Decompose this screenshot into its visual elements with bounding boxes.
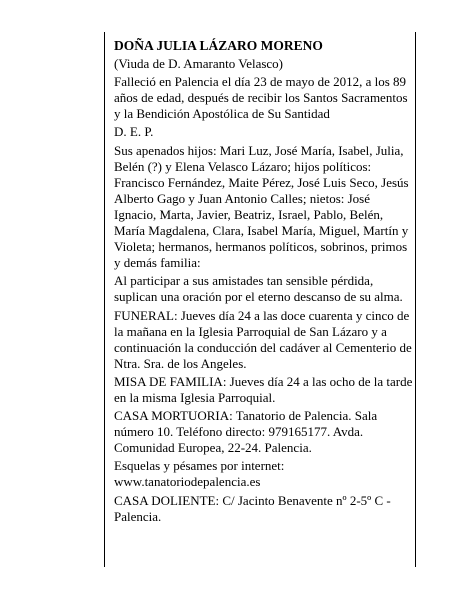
mourning-house-paragraph: CASA DOLIENTE: C/ Jacinto Benavente nº 2-5º C - Palencia. [114,492,391,524]
family-paragraph: Sus apenados hijos: Mari Luz, José María, Isabel, Julia, Belén (?) y Elena Velasco Lázaro; hijos políticos: Francisco Fernández, Maite Pérez, José Luis Seco, Jesús Alberto Gago y Juan Antonio Calles; nietos: José Ignacio, Marta, Javier, Beatriz, Israel, Pablo, Belén, María Magdalena, Clara, Isabel María, Miguel, Martín y Violeta; hermanos, hermanos políticos, sobrinos, primos y demás familia: [114,142,409,271]
online-condolences-paragraph: Esquelas y pésames por internet: www.tanatoriodepalencia.es [114,458,285,490]
dep-line: D. E. P. [114,124,154,140]
widow-of-line: (Viuda de D. Amaranto Velasco) [114,56,284,72]
funeral-home-paragraph: CASA MORTUORIA: Tanatorio de Palencia. Sala número 10. Teléfono directo: 979165177. Avda. Comunidad Europea, 22-24. Palencia. [114,408,378,456]
obituary-notice [114,38,414,527]
family-mass-paragraph: MISA DE FAMILIA: Jueves día 24 a las ocho de la tarde en la misma Iglesia Parroquial. [114,373,413,405]
death-notice-paragraph: Falleció en Palencia el día 23 de mayo de 2012, a los 89 años de edad, después de recibir los Santos Sacramentos y la Bendición Apostólica de Su Santidad [114,74,408,122]
request-paragraph: Al participar a sus amistades tan sensible pérdida, suplican una oración por el eterno descanso de su alma. [114,273,403,305]
funeral-paragraph: FUNERAL: Jueves día 24 a las doce cuarenta y cinco de la mañana en la Iglesia Parroquial de San Lázaro y a continuación la conducción del cadáver al Cementerio de Ntra. Sra. de los Angeles. [114,307,412,371]
deceased-name: DOÑA JULIA LÁZARO MORENO [114,38,323,53]
